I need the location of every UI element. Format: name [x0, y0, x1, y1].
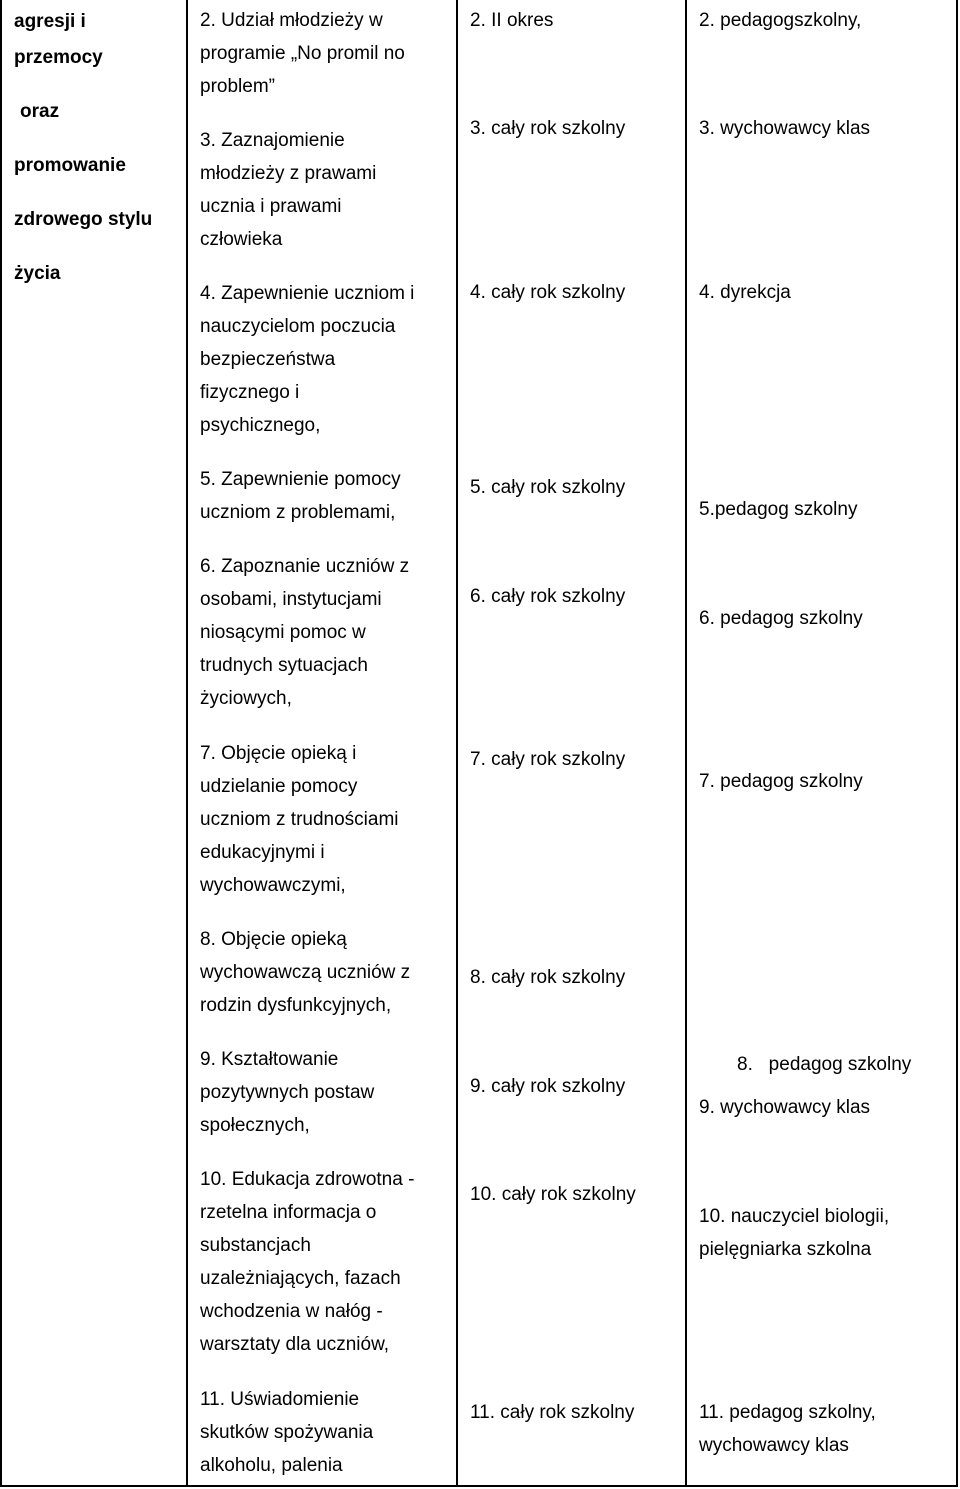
task-cell — [200, 923, 452, 1022]
term-cell: 4. cały rok szkolny — [470, 282, 626, 303]
task-line: rzetelna informacja o — [200, 1202, 377, 1223]
responsible-line: pielęgniarka szkolna — [699, 1239, 872, 1260]
table-border-col2 — [456, 0, 458, 1487]
task-line: młodzieży z prawami — [200, 163, 377, 184]
term-cell: 7. cały rok szkolny — [470, 749, 626, 770]
task-line: fizycznego i — [200, 382, 300, 403]
task-line: 6. Zapoznanie uczniów z — [200, 556, 410, 577]
task-line: programie „No promil no — [200, 43, 405, 64]
responsible-cell — [699, 602, 949, 635]
category-line: życia — [14, 263, 61, 284]
category-line: zdrowego stylu — [14, 209, 153, 230]
responsible-cell — [699, 1200, 949, 1266]
table-border-col3 — [685, 0, 687, 1487]
task-line: 7. Objęcie opieką i — [200, 743, 357, 764]
term-cell: 3. cały rok szkolny — [470, 118, 626, 139]
responsible-line: 2. pedagogszkolny, — [699, 10, 862, 31]
task-line: 2. Udział młodzieży w — [200, 10, 383, 31]
responsible-line: 3. wychowawcy klas — [699, 118, 871, 139]
task-line: substancjach — [200, 1235, 311, 1256]
term-cell: 10. cały rok szkolny — [470, 1184, 636, 1205]
task-cell — [200, 1383, 452, 1482]
task-line: problem” — [200, 76, 275, 97]
task-line: rodzin dysfunkcyjnych, — [200, 995, 392, 1016]
task-line: uczniom z problemami, — [200, 502, 396, 523]
task-line: wychowawczą uczniów z — [200, 962, 411, 983]
task-line: uczniom z trudnościami — [200, 809, 399, 830]
task-line: psychicznego, — [200, 415, 321, 436]
task-line: 11. Uświadomienie — [200, 1389, 360, 1410]
task-cell — [200, 550, 452, 715]
responsible-line: 11. pedagog szkolny, — [699, 1402, 876, 1423]
task-line: pozytywnych postaw — [200, 1082, 375, 1103]
task-line: 9. Kształtowanie — [200, 1049, 339, 1070]
responsible-line: 10. nauczyciel biologii, — [699, 1206, 890, 1227]
task-line: niosącymi pomoc w — [200, 622, 366, 643]
responsible-cell — [699, 765, 949, 798]
responsible-line: 5.pedagog szkolny — [699, 499, 858, 520]
category-line: promowanie — [14, 155, 126, 176]
task-cell — [200, 463, 452, 529]
task-line: 8. Objęcie opieką — [200, 929, 347, 950]
task-line: 5. Zapewnienie pomocy — [200, 469, 401, 490]
task-cell — [200, 4, 452, 103]
task-line: człowieka — [200, 229, 283, 250]
term-cell: 9. cały rok szkolny — [470, 1076, 626, 1097]
task-line: warsztaty dla uczniów, — [200, 1334, 390, 1355]
responsible-cell — [699, 493, 949, 526]
task-line: wychowawczymi, — [200, 875, 346, 896]
task-line: ucznia i prawami — [200, 196, 342, 217]
task-line: alkoholu, palenia — [200, 1455, 343, 1476]
category-cell — [14, 4, 182, 292]
task-cell — [200, 1163, 452, 1361]
task-line: 3. Zaznajomienie — [200, 130, 345, 151]
task-line: edukacyjnymi i — [200, 842, 325, 863]
responsible-line: 9. wychowawcy klas — [699, 1097, 871, 1118]
task-line: wchodzenia w nałóg - — [200, 1301, 383, 1322]
responsible-cell — [699, 1396, 949, 1462]
task-line: trudnych sytuacjach — [200, 655, 368, 676]
task-line: bezpieczeństwa — [200, 349, 336, 370]
task-cell — [200, 1043, 452, 1142]
task-cell — [200, 277, 452, 442]
table-border-col1 — [186, 0, 188, 1487]
table-border-right — [956, 0, 958, 1487]
term-cell: 6. cały rok szkolny — [470, 586, 626, 607]
responsible-line: 8. pedagog szkolny — [737, 1054, 912, 1075]
table-border-bottom — [0, 1485, 958, 1487]
task-line: 10. Edukacja zdrowotna - — [200, 1169, 415, 1190]
task-line: 4. Zapewnienie uczniom i — [200, 283, 415, 304]
task-line: społecznych, — [200, 1115, 310, 1136]
table-border-left — [0, 0, 2, 1487]
task-line: nauczycielom poczucia — [200, 316, 396, 337]
task-line: osobami, instytucjami — [200, 589, 382, 610]
category-line: oraz — [20, 101, 60, 122]
category-line: przemocy — [14, 47, 103, 68]
task-cell — [200, 737, 452, 902]
term-cell: 11. cały rok szkolny — [470, 1402, 635, 1423]
responsible-cell — [699, 1091, 949, 1124]
responsible-line: wychowawcy klas — [699, 1435, 849, 1456]
task-line: uzależniających, fazach — [200, 1268, 401, 1289]
task-line: życiowych, — [200, 688, 292, 709]
responsible-cell — [699, 112, 949, 145]
responsible-line: 6. pedagog szkolny — [699, 608, 863, 629]
responsible-cell — [699, 4, 949, 37]
task-line: udzielanie pomocy — [200, 776, 358, 797]
responsible-line: 7. pedagog szkolny — [699, 771, 863, 792]
task-cell — [200, 124, 452, 256]
responsible-line: 4. dyrekcja — [699, 282, 791, 303]
term-cell: 2. II okres — [470, 10, 554, 31]
term-cell: 8. cały rok szkolny — [470, 967, 626, 988]
category-line: agresji i — [14, 11, 86, 32]
task-line: skutków spożywania — [200, 1422, 374, 1443]
responsible-cell — [699, 276, 949, 309]
term-cell: 5. cały rok szkolny — [470, 477, 626, 498]
